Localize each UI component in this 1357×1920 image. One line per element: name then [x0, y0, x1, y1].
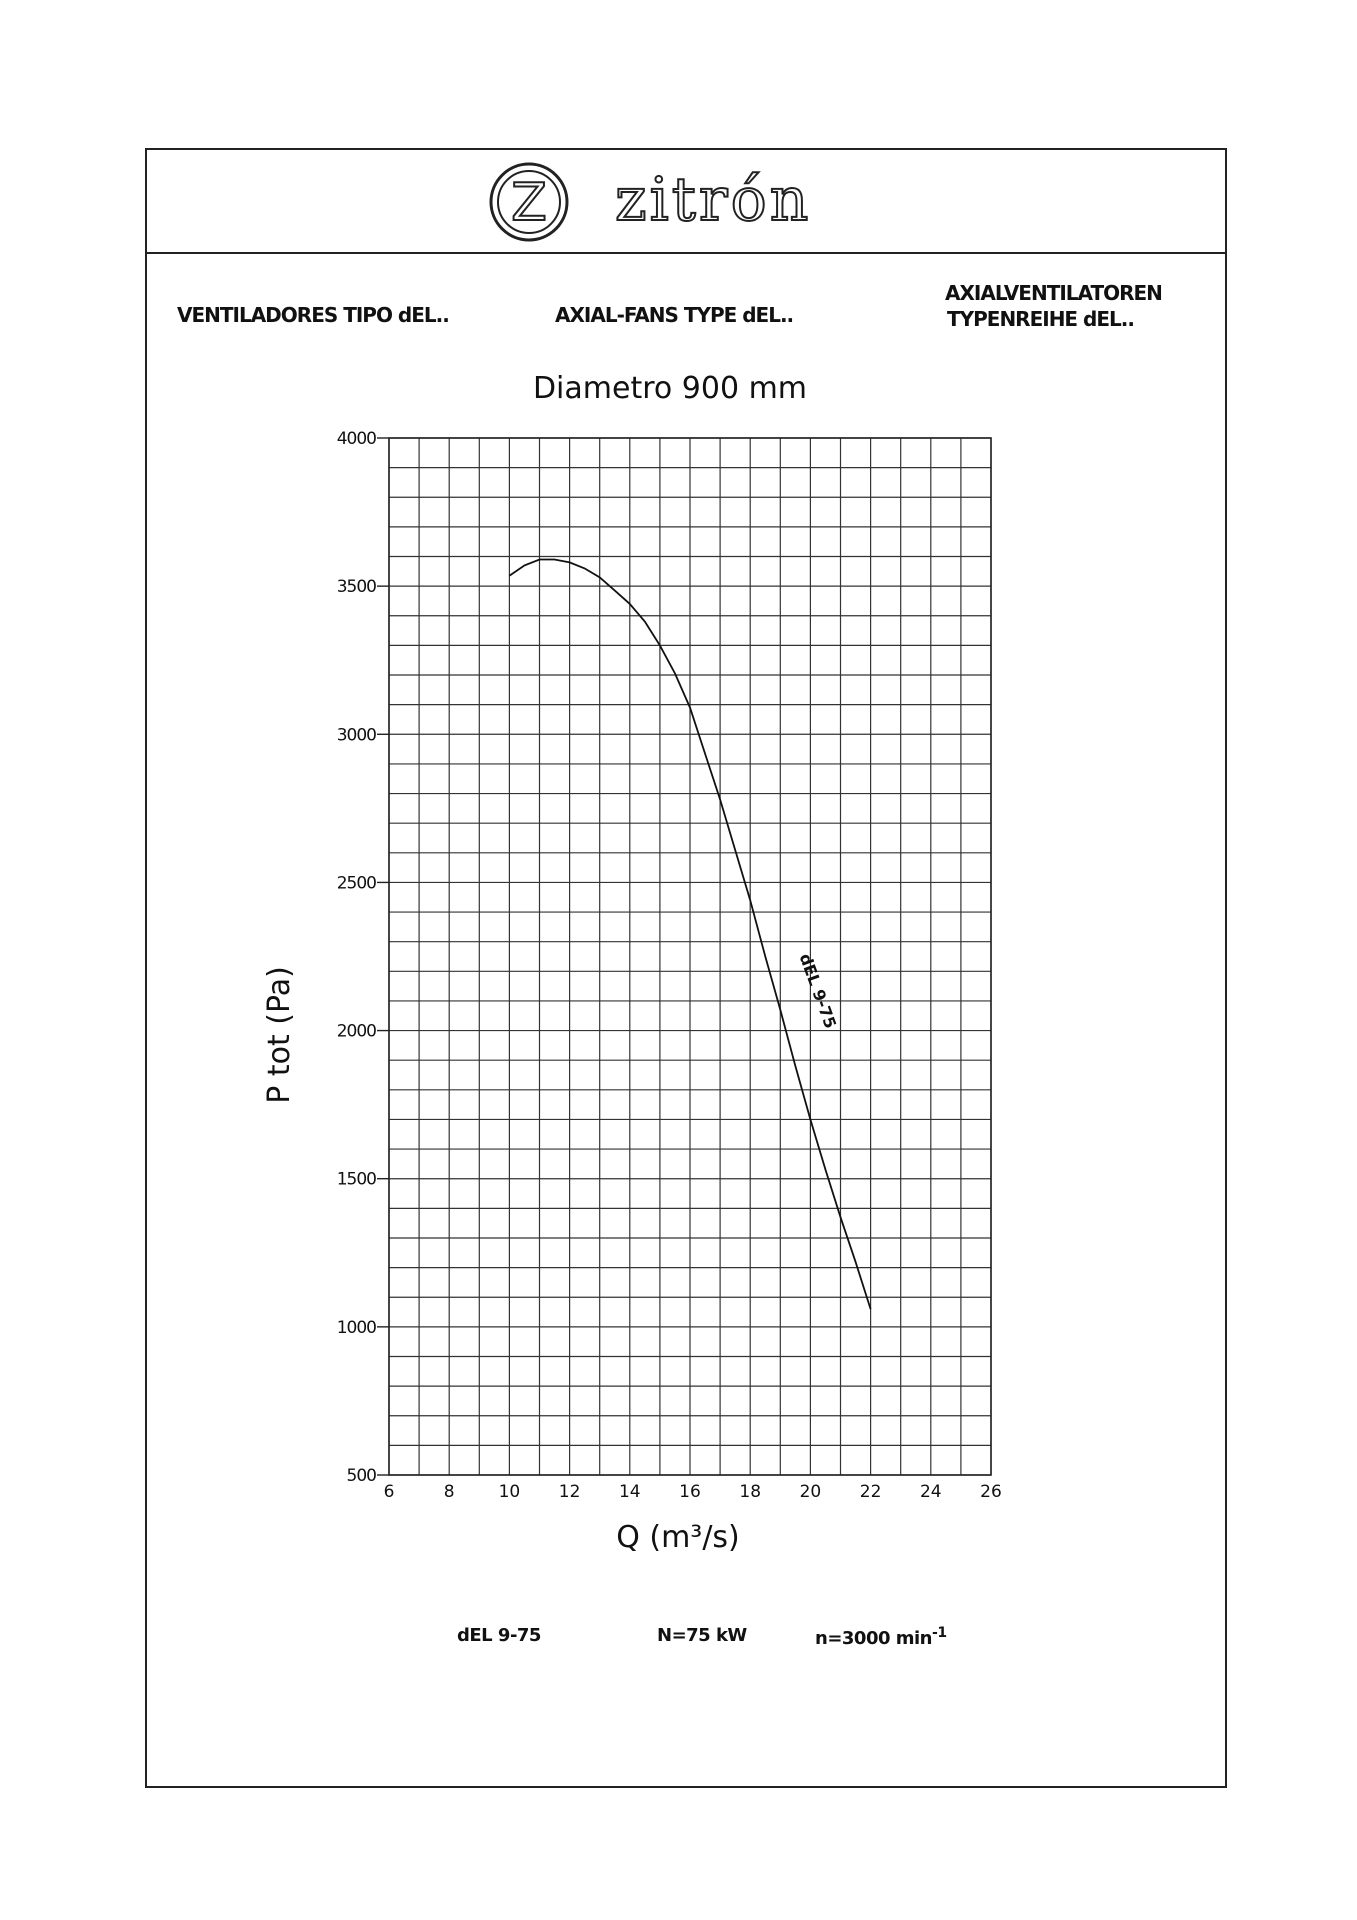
y-tick-label: 2000 — [336, 1021, 376, 1042]
y-tick-label: 3500 — [336, 577, 376, 598]
footer-power: N=75 kW — [657, 1625, 747, 1646]
header-center-text: AXIAL-FANS TYPE dEL.. — [555, 303, 794, 327]
y-tick-label: 1000 — [336, 1317, 376, 1338]
y-tick-label: 500 — [346, 1466, 376, 1486]
x-tick-label: 22 — [859, 1482, 882, 1502]
y-tick-label: 3000 — [336, 725, 376, 746]
brand-name: zitrón — [615, 165, 812, 235]
series-label: dEL 9-75 — [795, 950, 841, 1031]
logo-letter: Z — [511, 173, 547, 233]
header-right-text-1: AXIALVENTILATOREN — [945, 281, 1162, 305]
x-tick-label: 6 — [383, 1482, 395, 1502]
x-tick-label: 16 — [679, 1482, 701, 1502]
x-tick-label: 20 — [799, 1482, 822, 1502]
y-tick-label: 2500 — [336, 873, 376, 894]
footer-speed-exponent: -1 — [932, 1625, 947, 1641]
footer-speed-text: n=3000 min — [815, 1628, 933, 1649]
x-axis-label: Q (m³/s) — [616, 1520, 740, 1555]
y-tick-label: 1500 — [336, 1169, 376, 1190]
x-tick-label: 10 — [498, 1482, 521, 1502]
x-tick-label: 14 — [618, 1482, 641, 1502]
footer-model: dEL 9-75 — [457, 1625, 541, 1646]
chart-title: Diametro 900 mm — [532, 371, 808, 406]
header-right-text-2: TYPENREIHE dEL.. — [947, 307, 1134, 331]
y-axis-label: P tot (Pa) — [262, 966, 297, 1104]
x-tick-label: 12 — [558, 1482, 581, 1502]
x-tick-label: 26 — [980, 1482, 1002, 1502]
header-left-text: VENTILADORES TIPO dEL.. — [177, 303, 449, 327]
y-tick-label: 4000 — [336, 429, 376, 449]
x-tick-label: 18 — [739, 1482, 762, 1502]
x-tick-label: 24 — [919, 1482, 942, 1502]
x-tick-label: 8 — [443, 1482, 455, 1502]
